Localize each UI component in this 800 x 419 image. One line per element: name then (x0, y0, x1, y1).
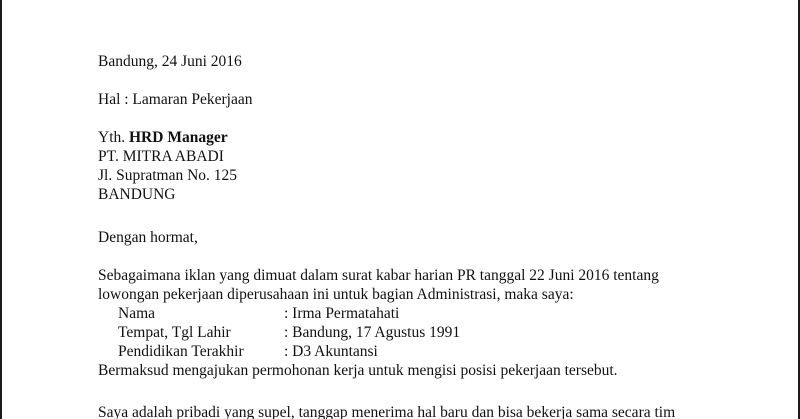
recipient-company: PT. MITRA ABADI (98, 148, 224, 165)
recipient-prefix: Yth. (98, 129, 129, 146)
page-left-border (0, 0, 2, 419)
recipient-title-line (98, 128, 778, 147)
detail-label: Nama (118, 305, 156, 322)
detail-row-education (98, 342, 778, 361)
closing-paragraph: Saya adalah pribadi yang supel, tanggap menerima hal baru dan bisa bekerja sama secara tim (98, 404, 676, 419)
detail-row-name (98, 304, 778, 323)
detail-value: : D3 Akuntansi (284, 343, 378, 360)
applicant-details (98, 304, 778, 361)
greeting: Dengan hormat, (98, 229, 198, 246)
recipient-street: Jl. Supratman No. 125 (98, 167, 238, 184)
detail-value: : Irma Permatahati (284, 305, 400, 322)
detail-label: Pendidikan Terakhir (118, 343, 244, 360)
intro-line-1: Sebagaimana iklan yang dimuat dalam surat kabar harian PR tanggal 22 Juni 2016 tentang (98, 267, 659, 284)
detail-value: : Bandung, 17 Agustus 1991 (284, 324, 461, 341)
recipient-title: HRD Manager (129, 129, 228, 146)
recipient-city: BANDUNG (98, 186, 176, 203)
detail-label: Tempat, Tgl Lahir (118, 324, 231, 341)
detail-row-birth (98, 323, 778, 342)
application-letter (98, 52, 778, 419)
intent-statement: Bermaksud mengajukan permohonan kerja untuk mengisi posisi pekerjaan tersebut. (98, 362, 618, 379)
letter-subject: Hal : Lamaran Pekerjaan (98, 91, 253, 108)
place-date: Bandung, 24 Juni 2016 (98, 53, 242, 70)
intro-line-2: lowongan pekerjaan diperusahaan ini untuk bagian Administrasi, maka saya: (98, 286, 574, 303)
